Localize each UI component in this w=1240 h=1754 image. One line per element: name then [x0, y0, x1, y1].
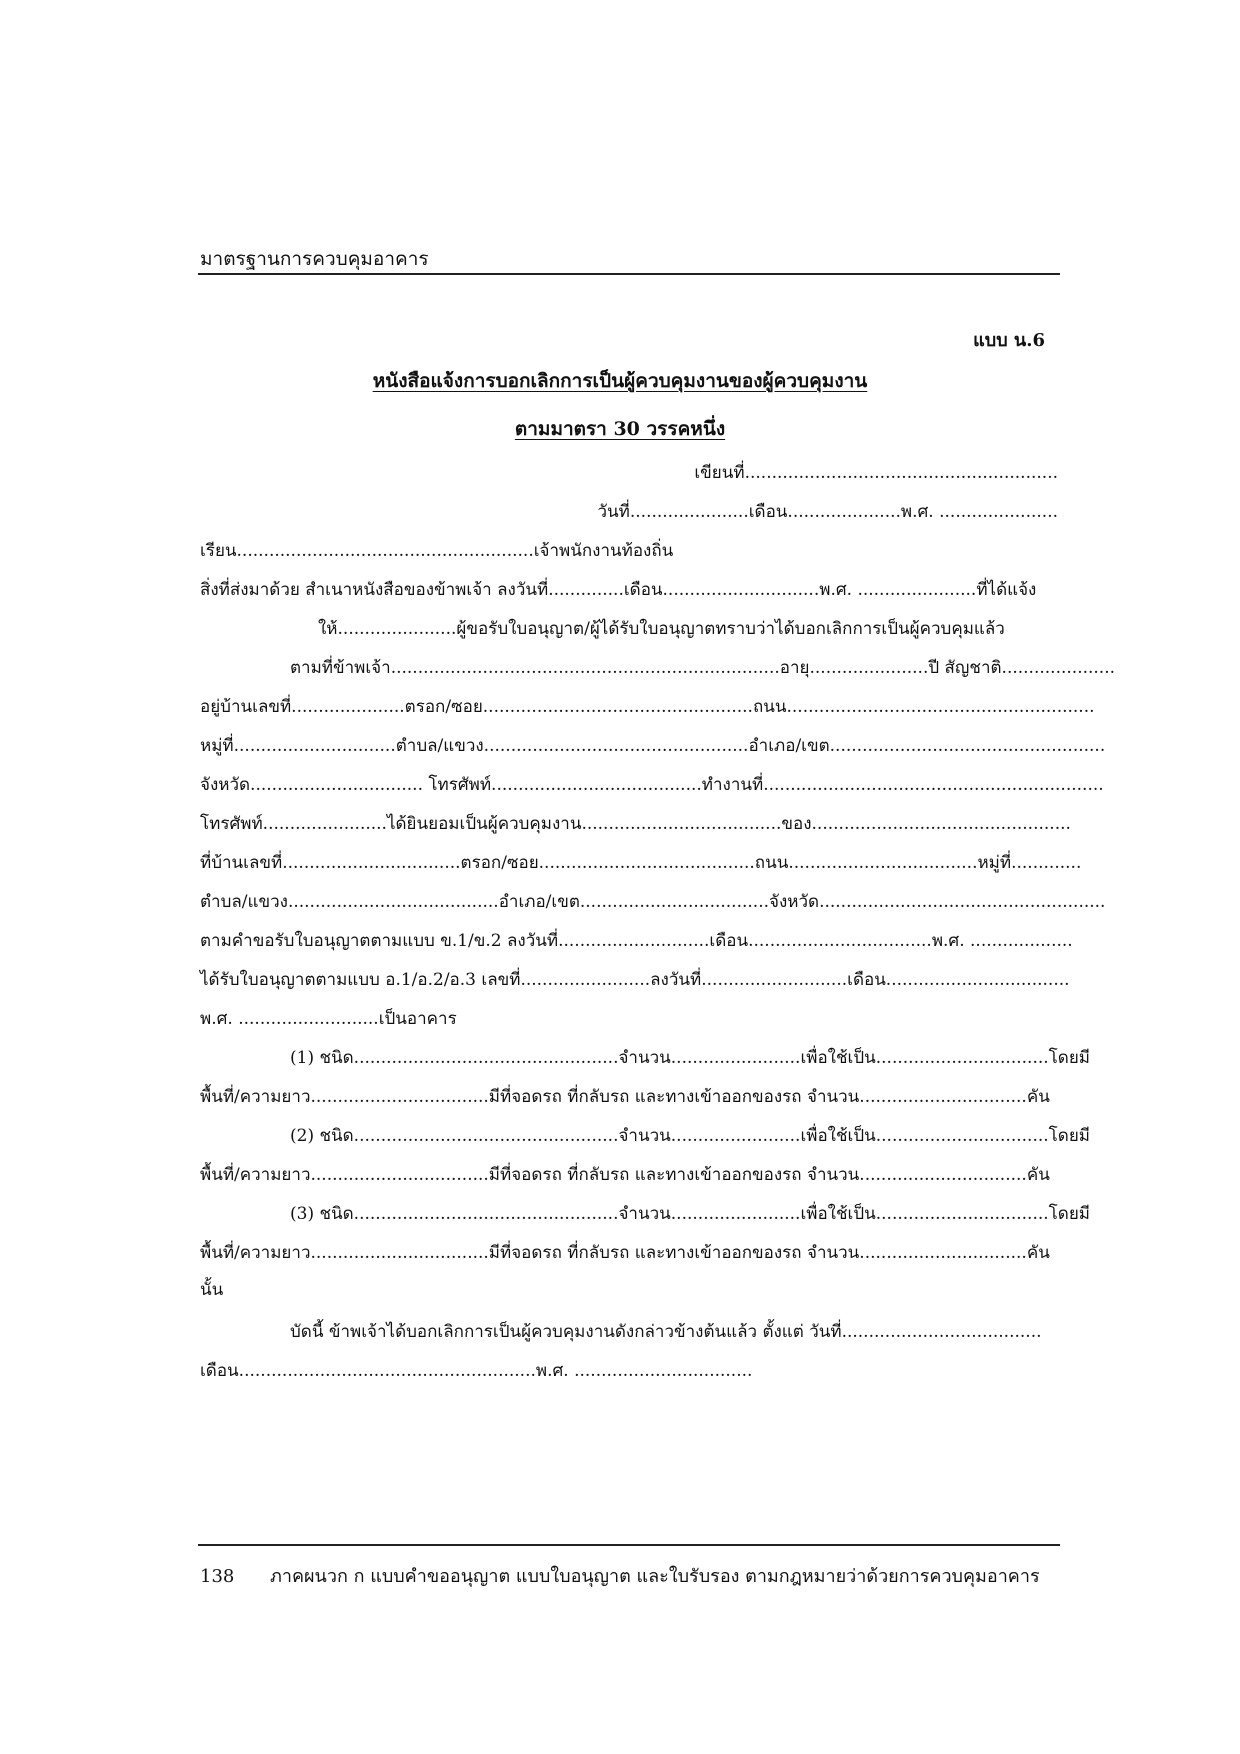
site-house-line: ที่บ้านเลขที่.................................ตรอก/ซอย........................................ถนน...................................หมู่ที่............. — [200, 853, 1082, 873]
application-line: ตามคำขอรับใบอนุญาตตามแบบ ข.1/ข.2 ลงวันที่............................เดือน..................................พ.ศ. ................... — [200, 931, 1073, 951]
address-province-line: จังหวัด................................ โทรศัพท์.......................................ทำงานที่............................................................... — [200, 775, 1104, 795]
site-subdistrict-line: ตำบล/แขวง.......................................อำเภอ/เขต...................................จังหวัด..................................................... — [200, 892, 1106, 912]
phone-consent-line: โทรศัพท์.......................ได้ยินยอมเป็นผู้ควบคุมงาน.....................................ของ................................................ — [200, 814, 1071, 834]
closing-word: นั้น — [200, 1280, 224, 1300]
declarant-line: ตามที่ข้าพเจ้า........................................................................อายุ......................ปี สัญชาติ..................... — [290, 658, 1116, 678]
building-item-area-line: พื้นที่/ความยาว.................................มีที่จอดรถ ที่กลับรถ และทางเข้าออกของรถ จำนวน...............................คัน — [200, 1165, 1050, 1185]
address-house-line: อยู่บ้านเลขที่.....................ตรอก/ซอย..................................................ถนน......................................................... — [200, 697, 1095, 717]
header-rule — [198, 273, 1060, 275]
building-year-line: พ.ศ. ..........................เป็นอาคาร — [200, 1009, 457, 1029]
salutation-line: เรียน.......................................................เจ้าพนักงานท้องถิ่น — [200, 541, 674, 561]
page-footer — [200, 1561, 1040, 1590]
form-code: แบบ น.6 — [973, 330, 1045, 351]
termination-statement-continuation: เดือน.......................................................พ.ศ. ................................. — [200, 1361, 753, 1381]
date-field: วันที่......................เดือน.....................พ.ศ. ...................... — [597, 502, 1058, 522]
building-item-type-line: (3) ชนิด.................................................จำนวน........................เพื่อใช้เป็น................................โดยมี — [290, 1204, 1091, 1224]
building-item-area-line: พื้นที่/ความยาว.................................มีที่จอดรถ ที่กลับรถ และทางเข้าออกของรถ จำนวน...............................คัน — [200, 1243, 1050, 1263]
building-item-type-line: (1) ชนิด.................................................จำนวน........................เพื่อใช้เป็น................................โดยมี — [290, 1048, 1091, 1068]
written-at-field: เขียนที่.......................................................... — [694, 463, 1058, 483]
form-title: หนังสือแจ้งการบอกเลิกการเป็นผู้ควบคุมงานของผู้ควบคุมงาน — [372, 370, 868, 392]
termination-statement: บัดนี้ ข้าพเจ้าได้บอกเลิกการเป็นผู้ควบคุมงานดังกล่าวข้างต้นแล้ว ตั้งแต่ วันที่..................................... — [290, 1322, 1042, 1342]
page-number: 138 — [200, 1566, 235, 1587]
permit-line: ได้รับใบอนุญาตตามแบบ อ.1/อ.2/อ.3 เลขที่........................ลงวันที่...........................เดือน.................................. — [200, 970, 1070, 990]
building-item-type-line: (2) ชนิด.................................................จำนวน........................เพื่อใช้เป็น................................โดยมี — [290, 1126, 1091, 1146]
building-item-area-line: พื้นที่/ความยาว.................................มีที่จอดรถ ที่กลับรถ และทางเข้าออกของรถ จำนวน...............................คัน — [200, 1087, 1050, 1107]
form-subtitle: ตามมาตรา 30 วรรคหนึ่ง — [514, 418, 726, 440]
address-moo-line: หมู่ที่..............................ตำบล/แขวง.................................................อำเภอ/เขต................................................... — [200, 736, 1106, 756]
enclosure-continuation: ให้......................ผู้ขอรับใบอนุญาต/ผู้ได้รับใบอนุญาตทราบว่าได้บอกเลิกการเป็นผู้ควบคุมแล้ว — [318, 619, 1005, 639]
running-header: มาตรฐานการควบคุมอาคาร — [200, 248, 429, 270]
enclosure-line: สิ่งที่ส่งมาด้วย สำเนาหนังสือของข้าพเจ้า ลงวันที่..............เดือน.............................พ.ศ. ......................ที่ได้แจ้ง — [200, 580, 1037, 600]
footer-text: ภาคผนวก ก แบบคำขออนุญาต แบบใบอนุญาต และใบรับรอง ตามกฎหมายว่าด้วยการควบคุมอาคาร — [270, 1566, 1040, 1587]
footer-rule — [198, 1544, 1060, 1546]
